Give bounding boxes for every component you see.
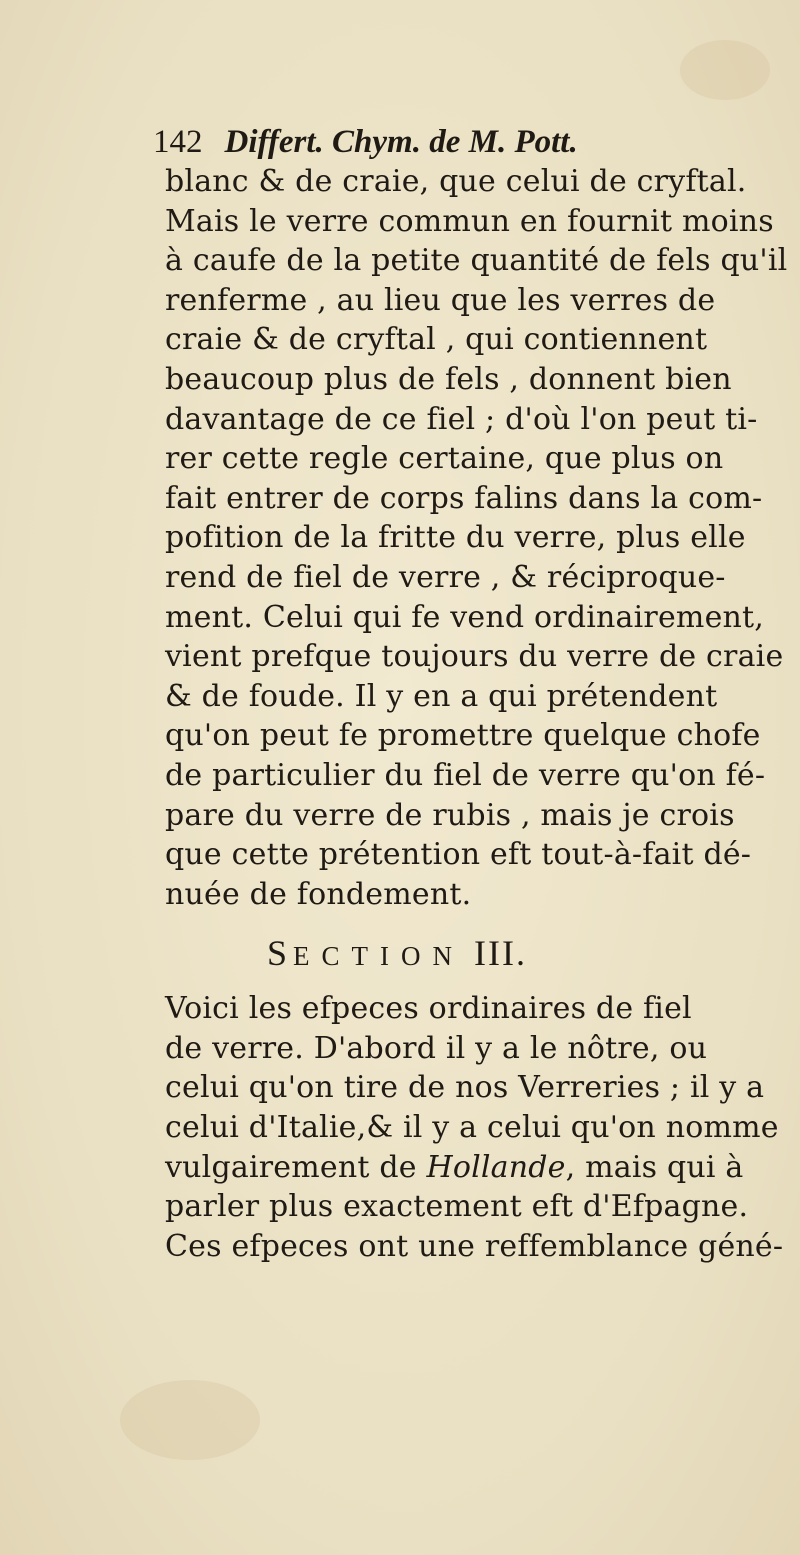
paragraph: [165, 989, 785, 1266]
text-line: celui qu'on tire de nos Verreries ; il y a: [165, 1070, 765, 1106]
text-line: qu'on peut fe promettre quelque chofe: [165, 718, 761, 754]
text-line: rer cette regle certaine, que plus on: [165, 441, 724, 477]
text-line: à caufe de la petite quantité de fels qu'il: [165, 243, 788, 279]
running-head: [153, 122, 785, 162]
text-line: parler plus exactement eft d'Efpagne.: [165, 1189, 749, 1225]
text-line: Ces efpeces ont une reffemblance géné-: [165, 1228, 784, 1264]
section-heading: [165, 924, 785, 985]
page-number: 142: [153, 124, 203, 160]
section-number: III.: [474, 933, 527, 974]
text-line: ment. Celui qui fe vend ordinairement,: [165, 599, 765, 635]
text-line: craie & de cryftal , qui contiennent: [165, 322, 708, 358]
text-line: davantage de ce fiel ; d'où l'on peut ti-: [165, 401, 758, 437]
text-line: fait entrer de corps falins dans la com-: [165, 480, 763, 516]
text-line: celui d'Italie,& il y a celui qu'on nomme: [165, 1110, 779, 1146]
italic-place-name: Hollande: [426, 1149, 566, 1185]
text-line: de verre. D'abord il y a le nôtre, ou: [165, 1030, 708, 1066]
paper-stain: [680, 40, 770, 100]
text-line: Mais le verre commun en fournit moins: [165, 203, 774, 239]
text-line: nuée de fondement.: [165, 876, 472, 912]
page-text: [153, 122, 788, 1266]
section-initial: S: [267, 933, 294, 974]
text-line: que cette prétention eft tout-à-fait dé-: [165, 837, 752, 873]
text-line: Voici les efpeces ordinaires de fiel: [165, 991, 692, 1027]
text-line: & de foude. Il y en a qui prétendent: [165, 678, 718, 714]
text-line: renferme , au lieu que les verres de: [165, 282, 716, 318]
running-title: Differt. Chym. de M. Pott.: [224, 124, 578, 160]
text-line: [165, 1148, 785, 1188]
section-word: ECTION: [293, 941, 465, 972]
paper-stain: [120, 1380, 260, 1460]
text-line: rend de fiel de verre , & réciproque-: [165, 559, 726, 595]
text-line: blanc & de craie, que celui de cryftal.: [165, 164, 747, 199]
text-run: , mais qui à: [565, 1149, 744, 1185]
text-line: pofition de la fritte du verre, plus elle: [165, 520, 746, 556]
text-run: vulgairement de: [165, 1149, 427, 1185]
paragraph: [165, 162, 788, 914]
text-line: beaucoup plus de fels , donnent bien: [165, 361, 732, 397]
text-line: pare du verre de rubis , mais je crois: [165, 797, 735, 833]
text-line: vient prefque toujours du verre de craie: [165, 639, 784, 675]
text-line: de particulier du fiel de verre qu'on fé-: [165, 757, 766, 793]
